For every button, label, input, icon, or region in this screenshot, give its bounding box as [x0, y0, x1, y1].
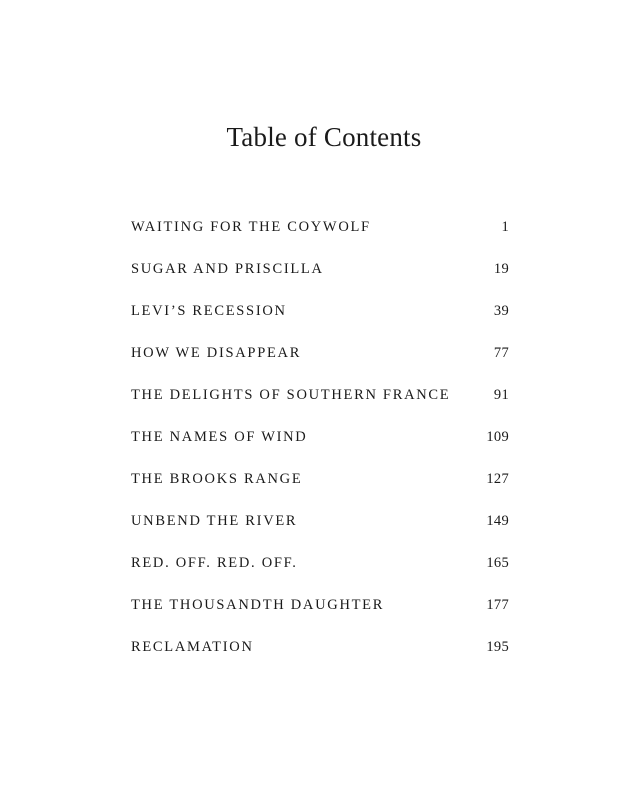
- toc-entry-page-number: 91: [493, 387, 509, 403]
- toc-entry-page-number: 127: [486, 471, 509, 487]
- toc-entry[interactable]: [131, 255, 509, 297]
- toc-entry-title: THE NAMES OF WIND: [131, 429, 308, 445]
- toc-entry-title: LEVI’S RECESSION: [131, 303, 287, 319]
- toc-entry[interactable]: [131, 381, 509, 423]
- toc-entry-page-number: 177: [486, 597, 509, 613]
- toc-entry[interactable]: [131, 213, 509, 255]
- toc-list: [131, 213, 509, 675]
- toc-entry-title: UNBEND THE RIVER: [131, 513, 298, 529]
- toc-entry-title: RECLAMATION: [131, 639, 254, 655]
- page-title: Table of Contents: [226, 122, 422, 152]
- toc-entry-page-number: 195: [486, 639, 509, 655]
- toc-entry[interactable]: [131, 423, 509, 465]
- toc-entry-title: WAITING FOR THE COYWOLF: [131, 219, 371, 235]
- toc-entry-title: THE BROOKS RANGE: [131, 471, 303, 487]
- toc-entry[interactable]: [131, 591, 509, 633]
- toc-entry-page-number: 77: [493, 345, 509, 361]
- toc-entry[interactable]: [131, 297, 509, 339]
- toc-entry-title: THE THOUSANDTH DAUGHTER: [131, 597, 385, 613]
- toc-entry-page-number: 1: [501, 219, 509, 235]
- toc-entry-page-number: 39: [493, 303, 509, 319]
- toc-entry-title: SUGAR AND PRISCILLA: [131, 261, 324, 277]
- toc-entry[interactable]: [131, 465, 509, 507]
- toc-entry-page-number: 109: [486, 429, 509, 445]
- toc-entry-page-number: 19: [493, 261, 509, 277]
- toc-entry[interactable]: [131, 507, 509, 549]
- toc-entry[interactable]: [131, 549, 509, 591]
- toc-entry-title: THE DELIGHTS OF SOUTHERN FRANCE: [131, 387, 451, 403]
- toc-entry-title: RED. OFF. RED. OFF.: [131, 555, 298, 571]
- toc-entry-title: HOW WE DISAPPEAR: [131, 345, 302, 361]
- toc-entry[interactable]: [131, 339, 509, 381]
- toc-entry-page-number: 165: [486, 555, 509, 571]
- toc-entry[interactable]: [131, 633, 509, 675]
- toc-entry-page-number: 149: [486, 513, 509, 529]
